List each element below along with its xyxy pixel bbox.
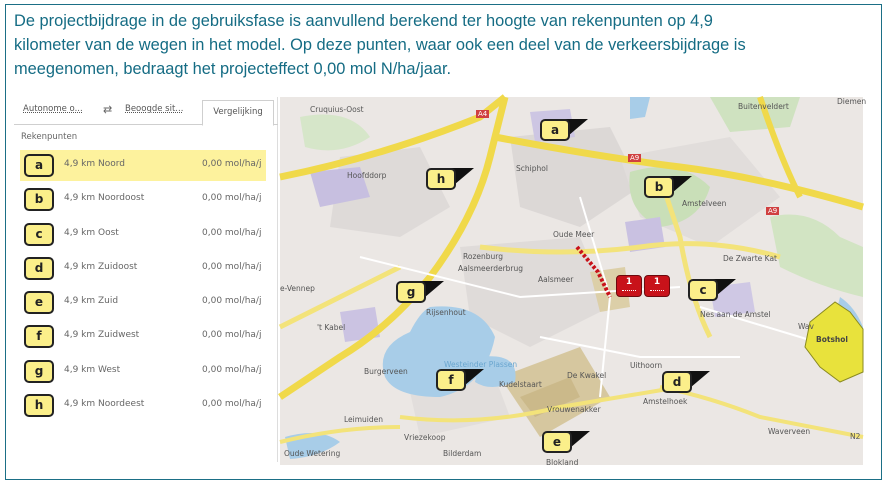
map-road-shield-a4: A4 [478, 110, 488, 118]
map-label-westeinder: Westeinder Plassen [444, 360, 518, 369]
tab-vergelijking[interactable]: Vergelijking [202, 100, 274, 126]
map-marker-c[interactable] [688, 279, 738, 303]
point-label: 4,9 km Noordoost [64, 193, 145, 204]
intro-line-1: De projectbijdrage in de gebruiksfase is aanvullend berekend ter hoogte van rekenpunten op 4,9 [14, 12, 713, 30]
map-label-n2: N2 [850, 432, 861, 441]
map-label-schiphol: Schiphol [516, 164, 548, 173]
map-label-buitenveldert: Buitenveldert [738, 102, 789, 111]
map-label-vennep: e-Vennep [280, 284, 315, 293]
point-badge-a: a [24, 154, 54, 177]
intro-text [14, 9, 874, 81]
map-label-oude-wetering: Oude Wetering [284, 449, 341, 458]
map-marker-e[interactable] [542, 431, 592, 455]
map-road-shield-a9-east: A9 [768, 207, 778, 215]
list-item-a[interactable] [20, 150, 266, 181]
map-label-blokland: Blokland [546, 458, 579, 467]
map-marker-label: f [436, 369, 466, 391]
source-marker-label: 1 [653, 277, 661, 287]
point-label: 4,9 km Noord [64, 159, 126, 169]
intro-line-3: meegenomen, bedraagt het projecteffect 0,00 mol N/ha/jaar. [14, 60, 452, 78]
swap-icon[interactable]: ⇄ [103, 104, 113, 116]
rekenpunten-panel [14, 97, 278, 462]
map-marker-d[interactable] [662, 371, 712, 395]
map-label-vriezekoop: Vriezekoop [404, 433, 446, 442]
point-badge-d: d [24, 257, 54, 280]
map-marker-f[interactable] [436, 369, 486, 393]
source-marker-2[interactable] [644, 275, 670, 297]
map-label-uithoorn: Uithoorn [630, 361, 663, 370]
point-value: 0,00 mol/ha/j [202, 399, 262, 410]
point-badge-h: h [24, 394, 54, 417]
list-item-d[interactable] [20, 253, 266, 284]
point-label: 4,9 km Zuidoost [64, 261, 138, 272]
map-view[interactable] [280, 97, 867, 467]
map-label-bilderdam: Bilderdam [443, 449, 482, 458]
map-label-nes-aan-de-amstel: Nes aan de Amstel [700, 310, 771, 319]
list-item-b[interactable] [20, 184, 266, 215]
rekenpunten-list [20, 150, 266, 424]
map-label-cruquius: Cruquius-Oost [310, 105, 364, 114]
map-label-zwarte-kat: De Zwarte Kat [723, 254, 777, 263]
map-marker-label: d [662, 371, 692, 393]
map-label-vrouwenakker: Vrouwenakker [547, 405, 601, 414]
map-label-burgerveen: Burgerveen [364, 367, 408, 376]
map-label-de-kwakel: De Kwakel [567, 371, 607, 380]
map-label-oude-meer: Oude Meer [553, 230, 595, 239]
map-marker-h[interactable] [426, 168, 476, 192]
map-label-amstelhoek: Amstelhoek [643, 397, 688, 406]
situation-tabs [14, 97, 278, 125]
point-label: 4,9 km Zuid [64, 296, 119, 307]
source-marker-label: 1 [625, 277, 633, 287]
map-label-aalsmeer: Aalsmeer [538, 275, 574, 284]
point-value: 0,00 mol/ha/j [202, 364, 262, 375]
list-item-c[interactable] [20, 219, 266, 250]
list-item-f[interactable] [20, 321, 266, 352]
point-badge-b: b [24, 188, 54, 211]
map-marker-a[interactable] [540, 119, 590, 143]
map-marker-b[interactable] [644, 176, 694, 200]
point-label: 4,9 km Oost [64, 227, 119, 238]
list-item-h[interactable] [20, 390, 266, 421]
map-label-botshol: Botshol [816, 335, 848, 344]
map-label-waverveen: Waverveen [768, 427, 811, 436]
section-label-rekenpunten: Rekenpunten [21, 132, 78, 142]
point-label: 4,9 km Noordeest [64, 399, 145, 410]
list-item-e[interactable] [20, 287, 266, 318]
point-value: 0,00 mol/ha/j [202, 261, 262, 272]
point-value: 0,00 mol/ha/j [202, 296, 262, 307]
point-badge-e: e [24, 291, 54, 314]
list-item-g[interactable] [20, 356, 266, 387]
map-marker-label: e [542, 431, 572, 453]
map-label-amstelveen: Amstelveen [682, 199, 727, 208]
map-label-kudelstaart: Kudelstaart [499, 380, 542, 389]
tab-beoogde-situatie[interactable]: Beoogde sit... [125, 104, 184, 114]
map-marker-label: b [644, 176, 674, 198]
map-label-waverveen-top: Wav [798, 322, 814, 331]
point-value: 0,00 mol/ha/j [202, 227, 262, 238]
map-label-diemen: Diemen [837, 97, 867, 106]
map-marker-g[interactable] [396, 281, 446, 305]
point-label: 4,9 km Zuidwest [64, 330, 140, 341]
map-label-aalsmeerderbrug: Aalsmeerderbrug [458, 264, 524, 273]
map-marker-label: g [396, 281, 426, 303]
point-label: 4,9 km West [64, 364, 121, 375]
source-marker-underline [622, 290, 636, 291]
intro-line-2: kilometer van de wegen in het model. Op deze punten, waar ook een deel van de verkeersbijdrage is [14, 36, 746, 54]
map-marker-label: h [426, 168, 456, 190]
map-label-rozenburg: Rozenburg [463, 252, 503, 261]
source-marker-1[interactable] [616, 275, 642, 297]
point-badge-f: f [24, 325, 54, 348]
map-label-rijsenhout: Rijsenhout [426, 308, 466, 317]
map-label-t-kabel: 't Kabel [317, 323, 346, 332]
tab-autonome-ontwikkeling[interactable]: Autonome o... [23, 104, 83, 114]
point-value: 0,00 mol/ha/j [202, 159, 262, 169]
point-value: 0,00 mol/ha/j [202, 193, 262, 204]
point-value: 0,00 mol/ha/j [202, 330, 262, 341]
map-road-shield-a9: A9 [630, 154, 640, 162]
source-marker-underline [650, 290, 664, 291]
map-label-hoofddorp: Hoofddorp [347, 171, 387, 180]
map-marker-label: c [688, 279, 718, 301]
map-marker-label: a [540, 119, 570, 141]
point-badge-g: g [24, 360, 54, 383]
map-label-leimuiden: Leimuiden [344, 415, 384, 424]
point-badge-c: c [24, 223, 54, 246]
